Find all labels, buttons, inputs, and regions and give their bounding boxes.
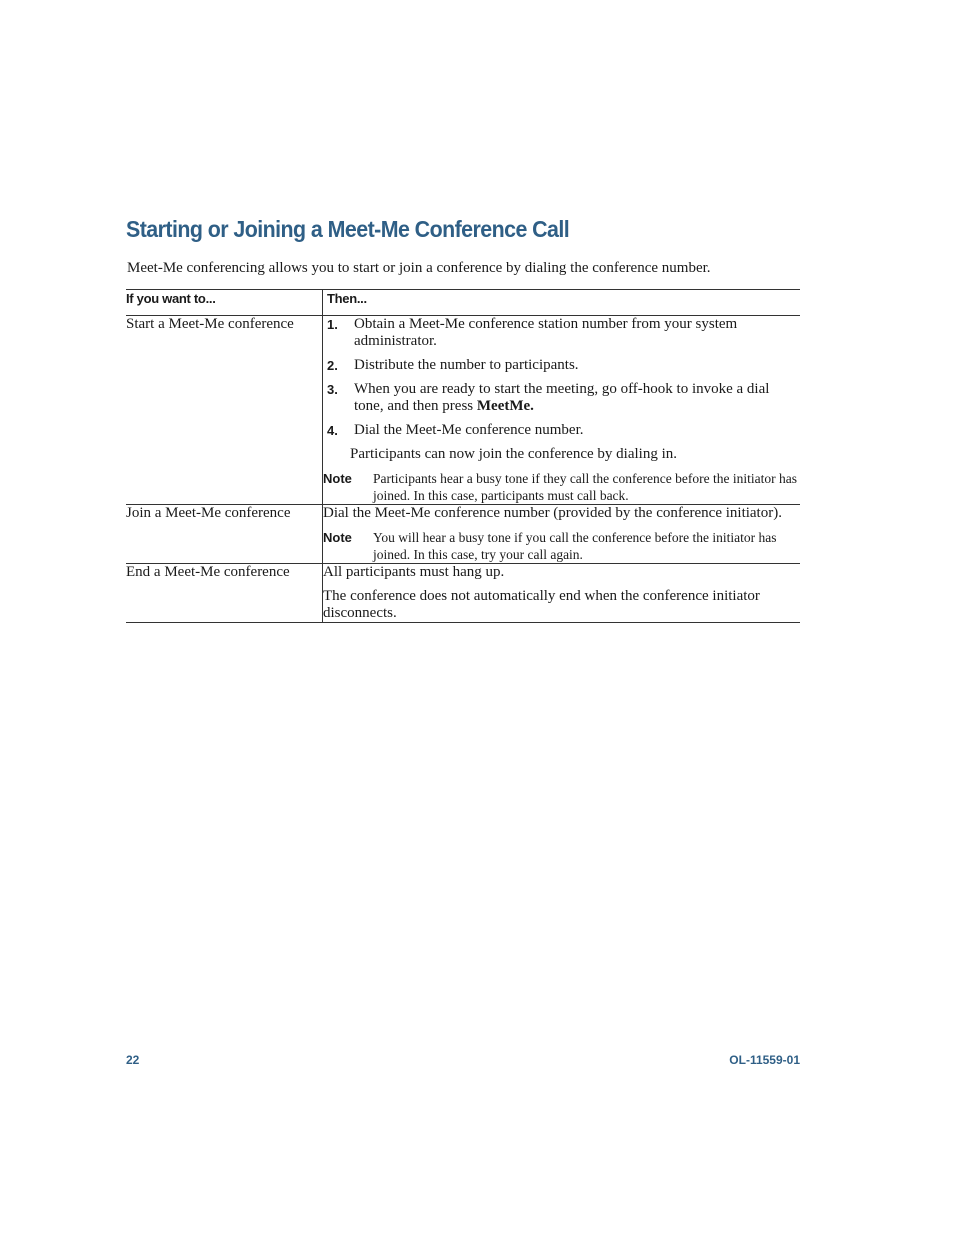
list-item	[323, 381, 800, 415]
conference-table	[126, 289, 800, 623]
note-label: Note	[323, 530, 352, 545]
note-block	[323, 470, 800, 504]
table-row	[126, 564, 800, 623]
softkey-name: MeetMe.	[476, 398, 534, 414]
table-header-row	[126, 290, 800, 316]
step-result-text: Participants can now join the conference by dialing in.	[350, 446, 677, 462]
row-instructions-start	[323, 316, 801, 505]
list-item	[323, 316, 800, 350]
page-number: 22	[126, 1053, 140, 1067]
step-text	[354, 381, 800, 415]
note-text: Participants hear a busy tone if they call the conference before the initiator has joined. In this case, participants must call back.	[373, 471, 797, 503]
document-id: OL-11559-01	[729, 1053, 800, 1067]
row-instructions-end	[323, 564, 801, 623]
page-title: Starting or Joining a Meet-Me Conference Call	[126, 216, 570, 242]
step-text: Distribute the number to participants.	[354, 357, 579, 373]
row-action-start: Start a Meet-Me conference	[126, 316, 323, 505]
note-label: Note	[323, 471, 352, 486]
note-text: You will hear a busy tone if you call the conference before the initiator has joined. In this case, try your call again.	[373, 530, 777, 562]
list-item	[323, 422, 800, 439]
step-number: 2.	[327, 358, 338, 373]
step-number: 3.	[327, 382, 338, 397]
list-item	[323, 357, 800, 374]
note-block	[323, 529, 800, 563]
step-text-part: When you are ready to start the meeting, go off-hook to invoke a dial tone, and then press	[354, 381, 770, 414]
step-text: Dial the Meet-Me conference number.	[354, 422, 584, 438]
instruction-text: The conference does not automatically end when the conference initiator disconnects.	[323, 588, 760, 621]
row-instructions-join	[323, 505, 801, 564]
row-action-end: End a Meet-Me conference	[126, 564, 323, 623]
intro-paragraph: Meet-Me conferencing allows you to start or join a conference by dialing the conference number.	[127, 260, 711, 276]
step-number: 4.	[327, 423, 338, 438]
table-row	[126, 316, 800, 505]
table-row	[126, 505, 800, 564]
step-text: Obtain a Meet-Me conference station number from your system administrator.	[354, 316, 738, 349]
column-header-then: Then...	[327, 291, 367, 306]
instruction-text: All participants must hang up.	[323, 564, 505, 580]
column-header-action: If you want to...	[126, 290, 323, 316]
row-action-join: Join a Meet-Me conference	[126, 505, 323, 564]
instruction-text: Dial the Meet-Me conference number (provided by the conference initiator).	[323, 505, 782, 521]
step-number: 1.	[327, 317, 338, 332]
